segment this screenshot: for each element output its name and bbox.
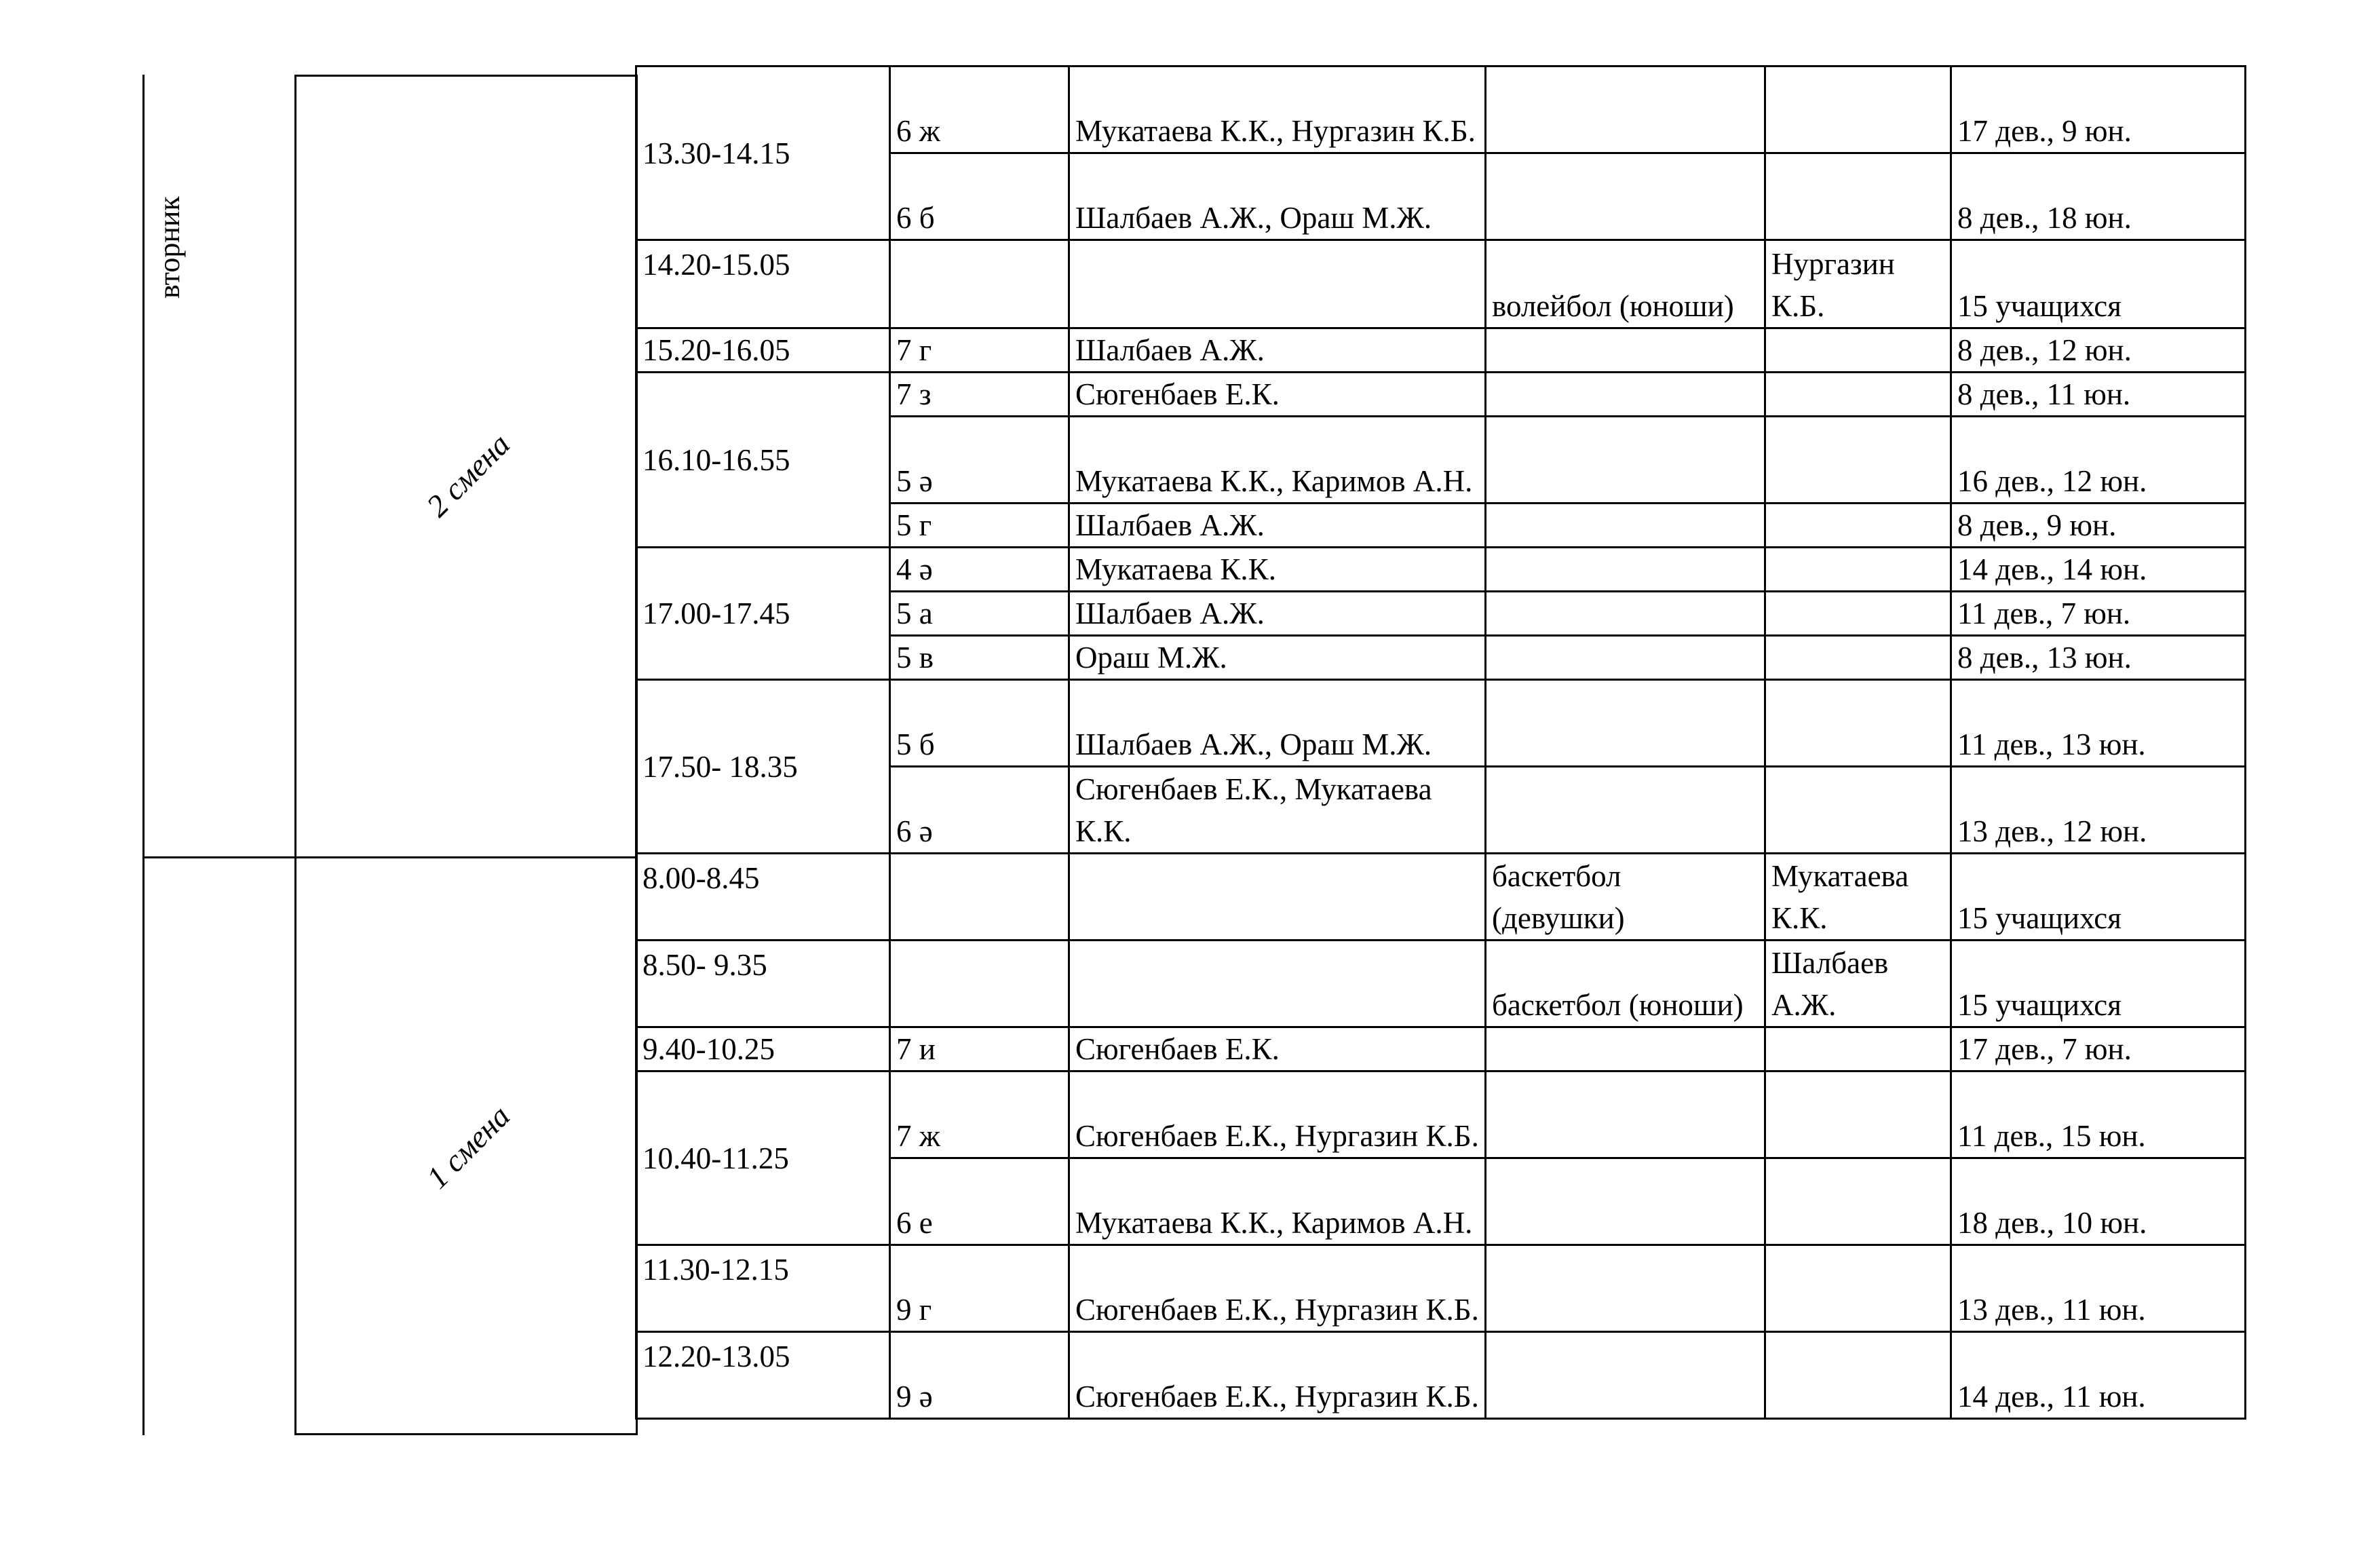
teacher-cell: Мукатаева К.К., Каримов А.Н. [1069, 1158, 1486, 1245]
class-cell: 6 ә [890, 767, 1069, 854]
count-cell: 8 дев., 13 юн. [1951, 636, 2246, 680]
table-row [636, 854, 2246, 941]
count-cell: 11 дев., 13 юн. [1951, 680, 2246, 767]
table-row [636, 1027, 2246, 1071]
time-cell: 15.20-16.05 [636, 328, 890, 373]
class-cell [890, 240, 1069, 328]
coach-cell [1765, 504, 1951, 548]
time-cell: 11.30-12.15 [636, 1245, 890, 1332]
count-cell: 8 дев., 12 юн. [1951, 328, 2246, 373]
count-cell: 8 дев., 11 юн. [1951, 373, 2246, 417]
teacher-cell: Сюгенбаев Е.К., Нургазин К.Б. [1069, 1071, 1486, 1158]
count-cell: 13 дев., 11 юн. [1951, 1245, 2246, 1332]
time-cell: 16.10-16.55 [636, 373, 890, 548]
class-cell: 5 г [890, 504, 1069, 548]
coach-cell [1765, 592, 1951, 636]
count-cell: 16 дев., 12 юн. [1951, 417, 2246, 504]
table-row [636, 941, 2246, 1027]
day-label: вторник [153, 196, 186, 299]
teacher-cell: Шалбаев А.Ж. [1069, 592, 1486, 636]
coach-cell [1765, 680, 1951, 767]
count-cell: 17 дев., 9 юн. [1951, 67, 2246, 153]
count-cell: 11 дев., 7 юн. [1951, 592, 2246, 636]
class-cell [890, 854, 1069, 941]
class-cell: 5 в [890, 636, 1069, 680]
count-cell: 18 дев., 10 юн. [1951, 1158, 2246, 1245]
teacher-cell [1069, 854, 1486, 941]
class-cell: 6 ж [890, 67, 1069, 153]
sport-cell [1486, 1027, 1765, 1071]
coach-cell [1765, 328, 1951, 373]
sport-cell [1486, 592, 1765, 636]
shift-label-second: 2 смена [419, 426, 517, 524]
coach-cell [1765, 1158, 1951, 1245]
coach-cell [1765, 636, 1951, 680]
time-cell: 17.50- 18.35 [636, 680, 890, 854]
table-row [636, 373, 2246, 417]
time-cell: 14.20-15.05 [636, 240, 890, 328]
teacher-cell: Сюгенбаев Е.К. [1069, 1027, 1486, 1071]
sport-cell [1486, 1245, 1765, 1332]
teacher-cell: Шалбаев А.Ж., Ораш М.Ж. [1069, 153, 1486, 240]
class-cell: 5 ә [890, 417, 1069, 504]
teacher-cell: Шалбаев А.Ж. [1069, 504, 1486, 548]
table-row [636, 1245, 2246, 1332]
sport-cell [1486, 373, 1765, 417]
teacher-cell: Сюгенбаев Е.К., Мукатаева К.К. [1069, 767, 1486, 854]
table-row [636, 1071, 2246, 1158]
count-cell: 17 дев., 7 юн. [1951, 1027, 2246, 1071]
coach-cell [1765, 1245, 1951, 1332]
count-cell: 11 дев., 15 юн. [1951, 1071, 2246, 1158]
time-cell: 8.50- 9.35 [636, 941, 890, 1027]
sport-cell [1486, 680, 1765, 767]
count-cell: 14 дев., 14 юн. [1951, 548, 2246, 592]
sport-cell [1486, 1158, 1765, 1245]
class-cell: 9 г [890, 1245, 1069, 1332]
sport-cell [1486, 153, 1765, 240]
count-cell: 8 дев., 18 юн. [1951, 153, 2246, 240]
coach-cell [1765, 1071, 1951, 1158]
schedule-table [635, 65, 2246, 1420]
time-cell: 13.30-14.15 [636, 67, 890, 240]
class-cell: 9 ә [890, 1332, 1069, 1419]
class-cell: 7 г [890, 328, 1069, 373]
class-cell [890, 941, 1069, 1027]
shift-divider [142, 856, 638, 858]
shift-column-frame [294, 75, 638, 1435]
class-cell: 7 и [890, 1027, 1069, 1071]
coach-cell: Шалбаев А.Ж. [1765, 941, 1951, 1027]
count-cell: 15 учащихся [1951, 240, 2246, 328]
sport-cell [1486, 328, 1765, 373]
teacher-cell: Шалбаев А.Ж., Ораш М.Ж. [1069, 680, 1486, 767]
sport-cell [1486, 767, 1765, 854]
table-row [636, 67, 2246, 153]
teacher-cell: Шалбаев А.Ж. [1069, 328, 1486, 373]
table-row [636, 548, 2246, 592]
sport-cell: волейбол (юноши) [1486, 240, 1765, 328]
sport-cell [1486, 417, 1765, 504]
sport-cell [1486, 1332, 1765, 1419]
table-row [636, 1332, 2246, 1419]
time-cell: 9.40-10.25 [636, 1027, 890, 1071]
sport-cell [1486, 504, 1765, 548]
teacher-cell: Мукатаева К.К., Каримов А.Н. [1069, 417, 1486, 504]
teacher-cell: Ораш М.Ж. [1069, 636, 1486, 680]
shift-label-first: 1 смена [419, 1098, 517, 1196]
sport-cell: баскетбол (юноши) [1486, 941, 1765, 1027]
time-cell: 12.20-13.05 [636, 1332, 890, 1419]
teacher-cell: Сюгенбаев Е.К., Нургазин К.Б. [1069, 1245, 1486, 1332]
coach-cell [1765, 153, 1951, 240]
table-row [636, 680, 2246, 767]
teacher-cell: Сюгенбаев Е.К., Нургазин К.Б. [1069, 1332, 1486, 1419]
time-cell: 17.00-17.45 [636, 548, 890, 680]
table-row [636, 240, 2246, 328]
coach-cell [1765, 67, 1951, 153]
class-cell: 5 б [890, 680, 1069, 767]
class-cell: 6 е [890, 1158, 1069, 1245]
count-cell: 13 дев., 12 юн. [1951, 767, 2246, 854]
day-column-rule [142, 75, 145, 1435]
sport-cell: баскетбол (девушки) [1486, 854, 1765, 941]
teacher-cell: Мукатаева К.К. [1069, 548, 1486, 592]
count-cell: 14 дев., 11 юн. [1951, 1332, 2246, 1419]
table-row [636, 328, 2246, 373]
teacher-cell [1069, 941, 1486, 1027]
sport-cell [1486, 67, 1765, 153]
class-cell: 6 б [890, 153, 1069, 240]
class-cell: 4 ә [890, 548, 1069, 592]
coach-cell [1765, 548, 1951, 592]
coach-cell: Нургазин К.Б. [1765, 240, 1951, 328]
count-cell: 15 учащихся [1951, 941, 2246, 1027]
coach-cell [1765, 1332, 1951, 1419]
coach-cell [1765, 1027, 1951, 1071]
time-cell: 8.00-8.45 [636, 854, 890, 941]
sport-cell [1486, 548, 1765, 592]
teacher-cell: Сюгенбаев Е.К. [1069, 373, 1486, 417]
count-cell: 8 дев., 9 юн. [1951, 504, 2246, 548]
coach-cell [1765, 417, 1951, 504]
sport-cell [1486, 1071, 1765, 1158]
coach-cell [1765, 373, 1951, 417]
coach-cell [1765, 767, 1951, 854]
class-cell: 5 а [890, 592, 1069, 636]
teacher-cell [1069, 240, 1486, 328]
sport-cell [1486, 636, 1765, 680]
class-cell: 7 ж [890, 1071, 1069, 1158]
teacher-cell: Мукатаева К.К., Нургазин К.Б. [1069, 67, 1486, 153]
count-cell: 15 учащихся [1951, 854, 2246, 941]
time-cell: 10.40-11.25 [636, 1071, 890, 1245]
coach-cell: Мукатаева К.К. [1765, 854, 1951, 941]
class-cell: 7 з [890, 373, 1069, 417]
